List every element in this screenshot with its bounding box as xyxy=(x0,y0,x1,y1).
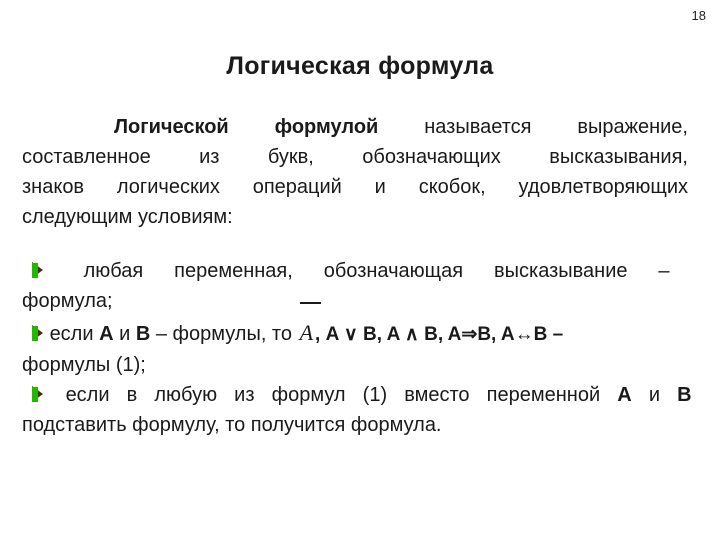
negation-bar xyxy=(300,302,321,304)
arrow-bullet-icon xyxy=(32,262,44,279)
list-item-2-prefix: если xyxy=(49,323,94,345)
var-a: А xyxy=(617,384,632,406)
list-item-1-line-1 xyxy=(22,256,692,286)
arrow-bullet-icon xyxy=(32,386,44,403)
operations-formulas: , A ∨ B, A ∧ B, A⇒B, A↔B – xyxy=(315,324,564,345)
definition-line-3: знаков логических операций и скобок, удовлетворяющих xyxy=(22,176,688,198)
definition-line-2: составленное из букв, обозначающих высказывания, xyxy=(22,146,688,168)
definition-line-1 xyxy=(22,112,688,142)
list-item-3-prefix: если в любую из формул (1) вместо переменной xyxy=(65,384,601,406)
and-word: и xyxy=(119,323,131,345)
definition-paragraph xyxy=(22,112,688,232)
list-item-3-text xyxy=(50,380,692,410)
var-b: В xyxy=(677,384,692,406)
definition-line-4: следующим условиям: xyxy=(22,206,233,228)
list-item-3-line-1 xyxy=(22,380,692,410)
definition-line-1-rest: называется выражение, xyxy=(424,116,688,138)
negated-var-letter: A xyxy=(299,320,314,345)
list-item-2-line-1 xyxy=(22,318,692,350)
var-b: В xyxy=(135,323,151,345)
arrow-bullet-icon xyxy=(32,325,44,342)
and-word: и xyxy=(648,384,660,406)
list-item-1-text: любая переменная, обозначающая высказывание – xyxy=(83,260,670,282)
slide-title: Логическая формула xyxy=(226,52,494,80)
list-item-3-line-2: подставить формулу, то получится формула. xyxy=(22,414,442,436)
negated-variable xyxy=(298,318,315,348)
definition-term: Логической формулой xyxy=(114,116,379,138)
list-item-2-mid: – формулы, то xyxy=(155,323,292,345)
list-item-1-line-2: формула; xyxy=(22,290,113,312)
conditions-list xyxy=(22,256,692,440)
list-item-2-line-2: формулы (1); xyxy=(22,354,146,376)
var-a: А xyxy=(99,323,114,345)
page-number: 18 xyxy=(691,8,706,23)
